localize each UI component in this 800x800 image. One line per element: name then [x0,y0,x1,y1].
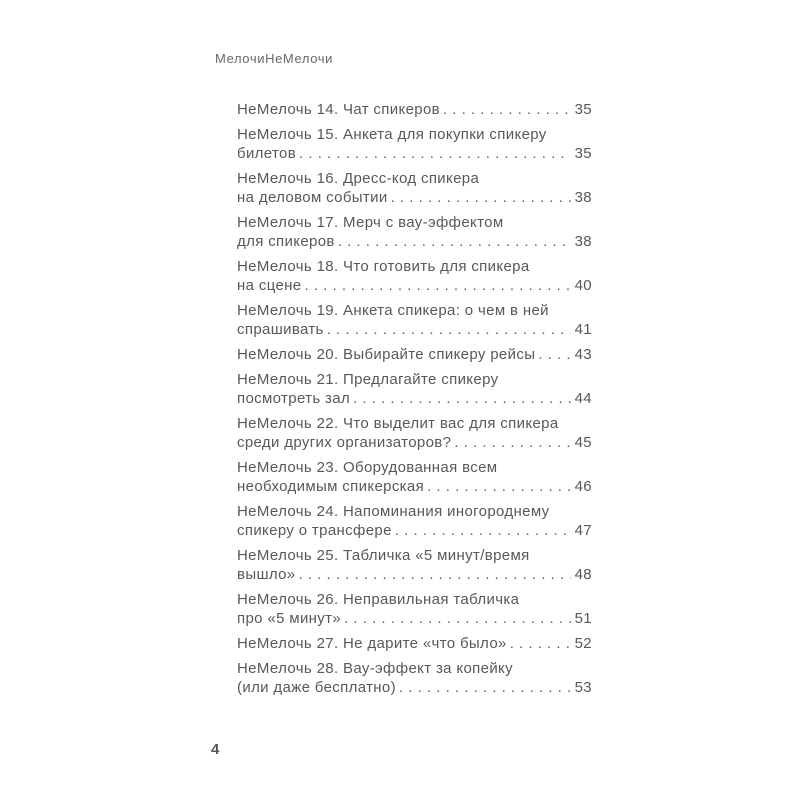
toc-entry-last-line [237,276,592,295]
dot-leader [305,276,571,295]
toc-entry-text-line: НеМелочь 19. Анкета спикера: о чем в ней [237,302,549,319]
toc-entry-last-line [237,320,592,339]
toc-entry-text-line: НеМелочь 26. Неправильная табличка [237,591,520,608]
toc-entry-last-line [237,188,592,207]
toc-entry-title: НеМелочь 20. Выбирайте спикеру рейсы [237,346,536,363]
dot-leader [510,634,571,653]
toc-entry-page-number: 35 [574,101,592,118]
toc-entry-title: на сцене [237,277,302,294]
toc-entry-last-line [237,521,592,540]
toc-entry-text-line: НеМелочь 24. Напоминания иногороднему [237,503,550,520]
toc-entry-title: билетов [237,145,297,162]
toc-entry-last-line [237,634,592,653]
toc-entry [237,634,592,653]
dot-leader [538,345,570,364]
toc-entry-last-line [237,433,592,452]
dot-leader [395,521,571,540]
toc-entry-title: НеМелочь 27. Не дарите «что было» [237,635,507,652]
toc-entry-text-line: НеМелочь 17. Мерч с вау-эффектом [237,214,504,231]
toc-entry-text-line: НеМелочь 18. Что готовить для спикера [237,258,530,275]
toc-entry-title: для спикеров [237,233,335,250]
toc-entry-title: НеМелочь 14. Чат спикеров [237,101,440,118]
toc-entry-page-number: 47 [574,522,592,539]
toc-entry-page-number: 41 [574,321,592,338]
toc-entry-last-line [237,345,592,364]
toc-entry-title: про «5 минут» [237,610,342,627]
toc-entry [237,100,592,119]
toc-entry-title: посмотреть зал [237,390,351,407]
dot-leader [454,433,570,452]
toc-entry-text-line: НеМелочь 28. Вау-эффект за копейку [237,660,513,677]
dot-leader [344,609,571,628]
toc-entry-page-number: 43 [574,346,592,363]
toc-entry-text-line: НеМелочь 16. Дресс-код спикера [237,170,480,187]
toc-entry [237,370,592,408]
dot-leader [338,232,571,251]
toc-entry-page-number: 44 [574,390,592,407]
toc-entry-page-number: 45 [574,434,592,451]
toc-entry [237,458,592,496]
toc-entry-title: спикеру о трансфере [237,522,392,539]
toc-entry-last-line [237,144,592,163]
toc-entry [237,169,592,207]
toc-entry-last-line [237,232,592,251]
toc-entry-page-number: 35 [574,145,592,162]
toc-entry [237,502,592,540]
toc-entry-page-number: 38 [574,189,592,206]
toc-entry-last-line [237,477,592,496]
dot-leader [299,144,571,163]
toc-entry-title: необходимым спикерская [237,478,425,495]
dot-leader [327,320,571,339]
toc-entry [237,590,592,628]
toc-entry-title: вышло» [237,566,296,583]
toc-entry-text-line: НеМелочь 15. Анкета для покупки спикеру [237,126,547,143]
toc-entry-page-number: 38 [574,233,592,250]
toc-entry-page-number: 52 [574,635,592,652]
table-of-contents [237,100,592,703]
toc-entry-title: (или даже бесплатно) [237,679,396,696]
toc-entry-last-line [237,100,592,119]
toc-entry-last-line [237,565,592,584]
dot-leader [399,678,571,697]
toc-entry [237,125,592,163]
toc-entry-title: на деловом событии [237,189,388,206]
toc-entry-page-number: 46 [574,478,592,495]
toc-entry-title: спрашивать [237,321,324,338]
dot-leader [353,389,571,408]
toc-entry-last-line [237,389,592,408]
dot-leader [299,565,571,584]
toc-entry [237,414,592,452]
toc-entry-page-number: 40 [574,277,592,294]
toc-entry-page-number: 51 [574,610,592,627]
toc-entry-text-line: НеМелочь 21. Предлагайте спикеру [237,371,499,388]
toc-entry-page-number: 48 [574,566,592,583]
toc-entry [237,659,592,697]
running-header: МелочиНеМелочи [215,51,333,66]
toc-entry-title: среди других организаторов? [237,434,452,451]
toc-entry [237,213,592,251]
toc-entry-last-line [237,678,592,697]
toc-entry [237,345,592,364]
dot-leader [443,100,571,119]
toc-entry [237,257,592,295]
dot-leader [427,477,571,496]
toc-entry-text-line: НеМелочь 23. Оборудованная всем [237,459,498,476]
toc-entry-last-line [237,609,592,628]
toc-entry [237,546,592,584]
toc-entry [237,301,592,339]
toc-entry-text-line: НеМелочь 22. Что выделит вас для спикера [237,415,559,432]
toc-entry-page-number: 53 [574,679,592,696]
dot-leader [391,188,571,207]
toc-entry-text-line: НеМелочь 25. Табличка «5 минут/время [237,547,530,564]
page-number: 4 [211,741,220,758]
